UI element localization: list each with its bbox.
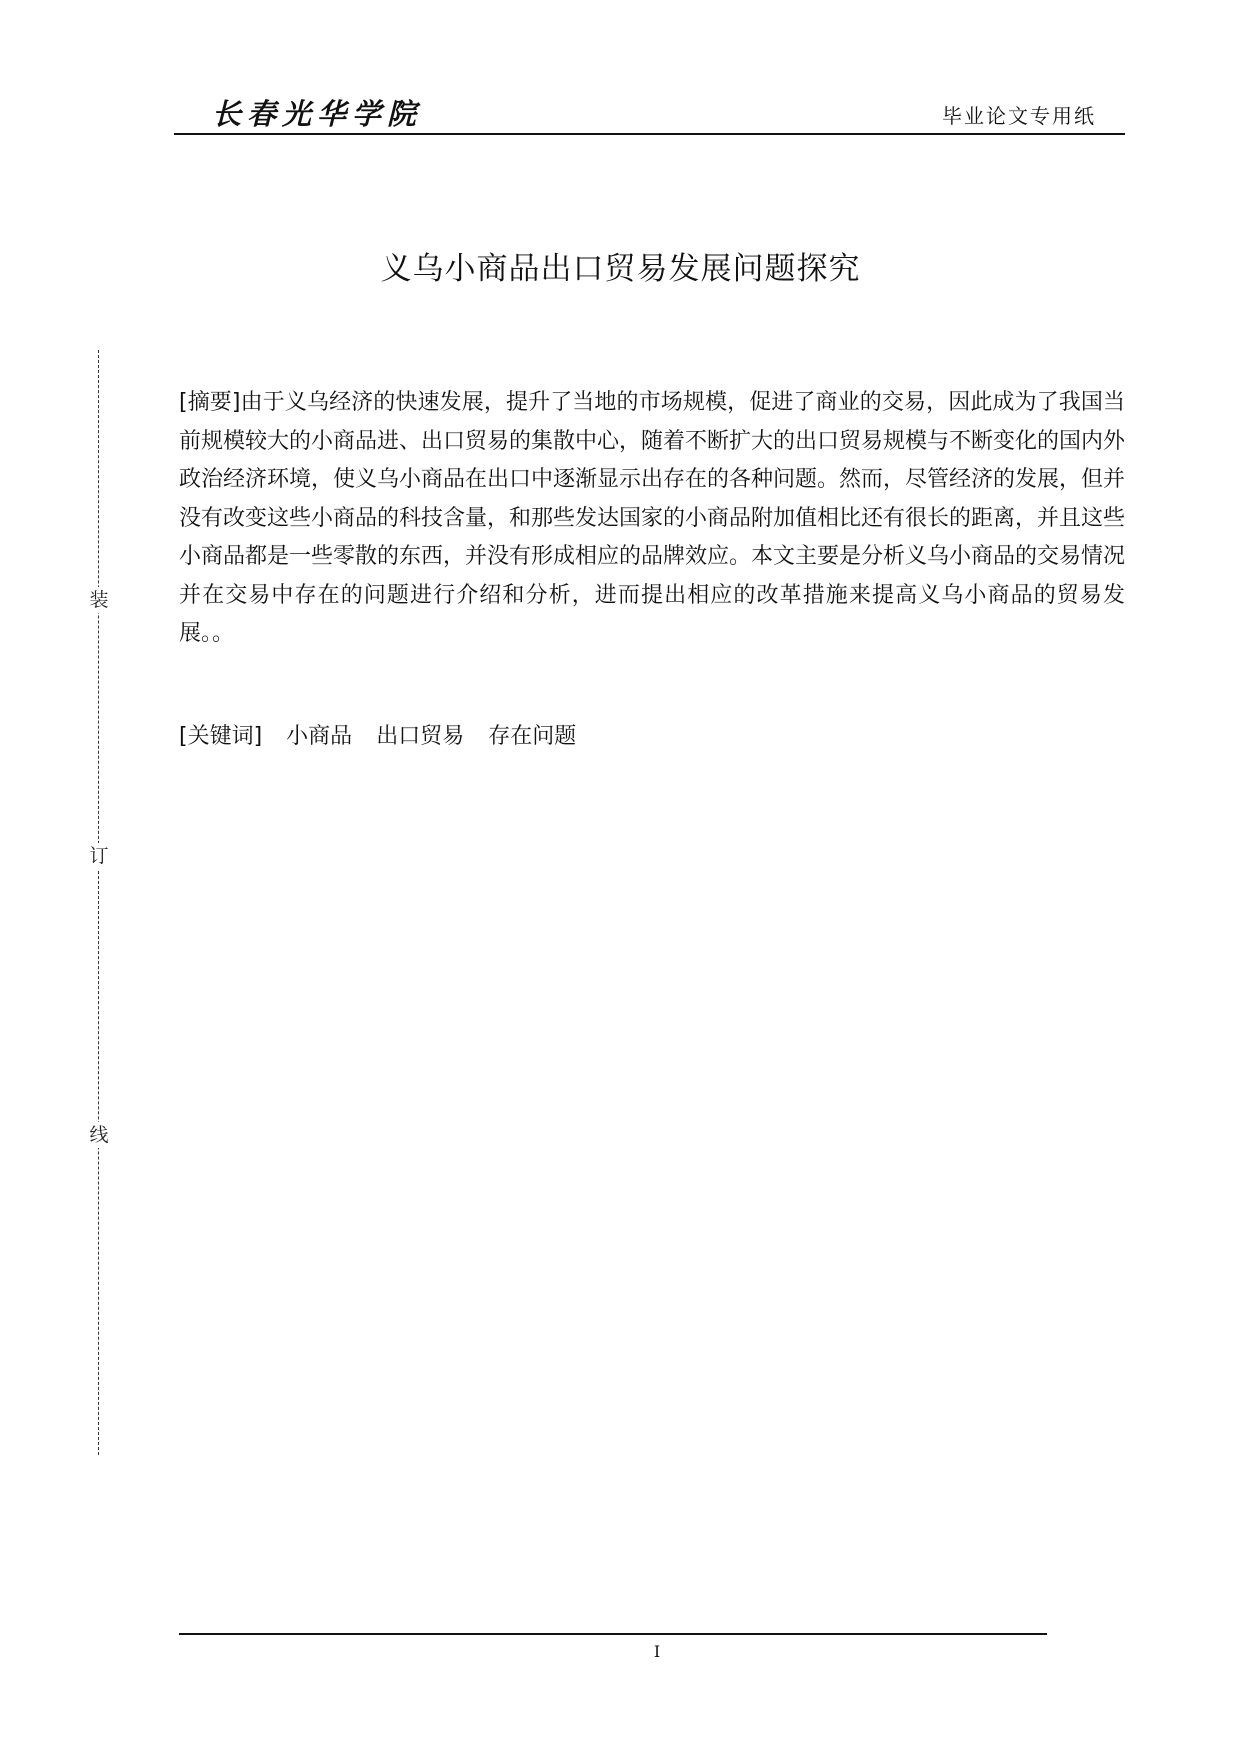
thesis-title: 义乌小商品出口贸易发展问题探究 — [380, 251, 861, 287]
keywords-label: [关键词] — [179, 724, 263, 749]
header-divider — [174, 133, 1125, 135]
footer-divider — [179, 1633, 1047, 1635]
abstract-label: [摘要] — [179, 390, 241, 415]
paper-type-label: 毕业论文专用纸 — [942, 104, 1096, 128]
abstract-paragraph — [179, 384, 1125, 654]
keyword-item: 存在问题 — [488, 724, 577, 749]
keywords-line — [179, 718, 1125, 756]
page-number: I — [653, 1642, 661, 1661]
keyword-item: 小商品 — [286, 724, 353, 749]
binding-mark-xian: 线 — [86, 1122, 112, 1148]
binding-mark-ding: 订 — [86, 843, 112, 869]
keyword-item: 出口贸易 — [376, 724, 465, 749]
binding-mark-zhuang: 装 — [86, 587, 112, 613]
abstract-text: 由于义乌经济的快速发展，提升了当地的市场规模，促进了商业的交易，因此成为了我国当前规模较大的小商品进、出口贸易的集散中心，随着不断扩大的出口贸易规模与不断变化的国内外政治经济环境，使义乌小商品在出口中逐渐显示出存在的各种问题。然而，尽管经济的发展，但并没有改变这些小商品的科技含量，和那些发达国家的小商品附加值相比还有很长的距离，并且这些小商品都是一些零散的东西，并没有形成相应的品牌效应。本文主要是分析义乌小商品的交易情况并在交易中存在的问题进行介绍和分析，进而提出相应的改革措施来提高义乌小商品的贸易发展。。 — [179, 390, 1126, 646]
school-name: 长春光华学院 — [212, 97, 423, 131]
binding-dashed-line — [98, 350, 99, 1455]
